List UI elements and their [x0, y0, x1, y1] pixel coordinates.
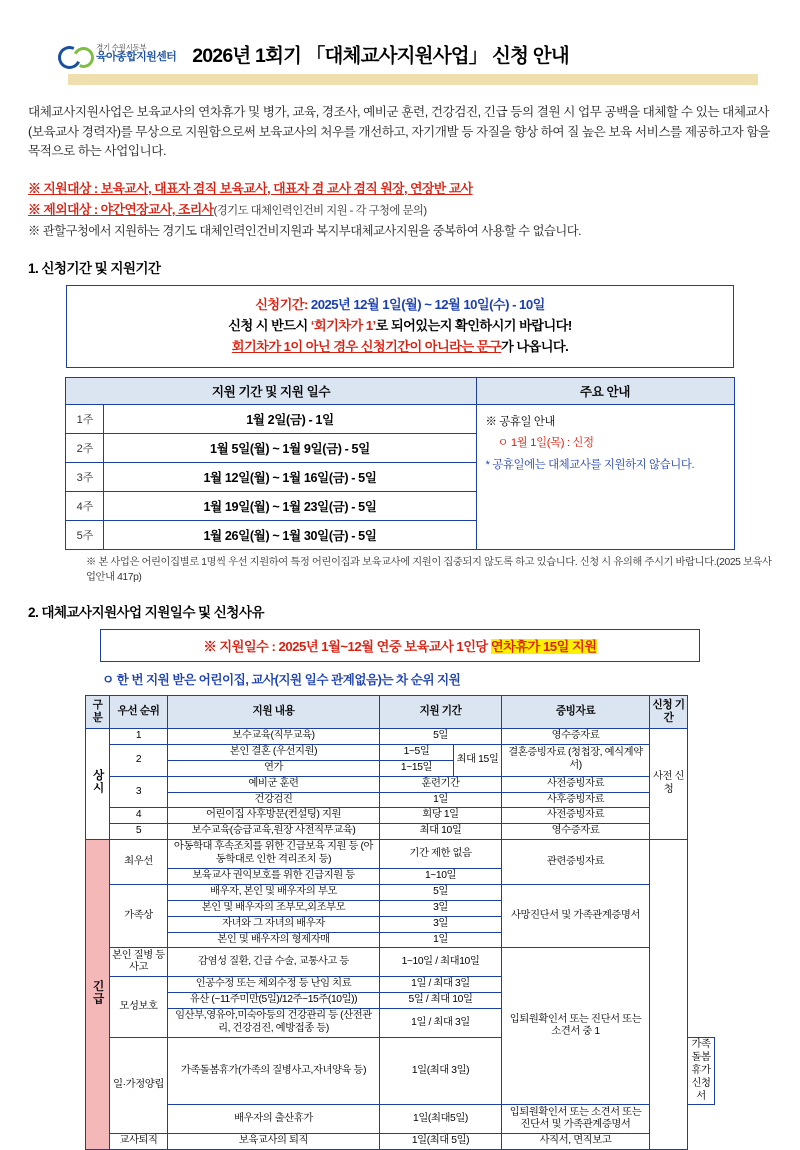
callout-line1 [73, 294, 727, 315]
period-max-cell: 최대 15일 [454, 744, 502, 776]
col-header-apply: 신청 기간 [650, 695, 688, 728]
week-label: 5주 [66, 520, 104, 549]
apply-period-cell [650, 840, 688, 1150]
holiday-notice-title: ※ 공휴일 안내 [485, 415, 556, 428]
content-cell: 보육교사의 퇴직 [168, 1134, 380, 1150]
content-cell: 연가 [168, 760, 380, 776]
table-row [86, 840, 715, 869]
period-cell: 3일 [380, 916, 502, 932]
proof-cell: 사전증빙자료 [502, 776, 650, 792]
content-cell: 예비군 훈련 [168, 776, 380, 792]
content-cell: 본인 및 배우자의 조부모,외조부모 [168, 900, 380, 916]
week-range: 1월 26일(월) ~ 1월 30일(금) - 5일 [104, 520, 476, 549]
week-label: 1주 [66, 404, 104, 433]
col-header-proof: 증빙자료 [502, 695, 650, 728]
period-cell: 1일 / 최대 3일 [380, 977, 502, 993]
period-cell: 1~5일 [380, 744, 454, 760]
period-cell: 1~10일 / 최대10일 [380, 948, 502, 977]
table-row [86, 1105, 715, 1134]
notice-block [28, 178, 772, 242]
period-cell: 1일 [380, 932, 502, 948]
content-cell: 유산 (~11주미만(5일)/12주~15주(10일)) [168, 993, 380, 1009]
content-cell: 보수교육(직무교육) [168, 729, 380, 745]
week-range: 1월 12일(월) ~ 1월 16일(금) - 5일 [104, 462, 476, 491]
schedule-col-header-right: 주요 안내 [476, 377, 734, 404]
intro-paragraph: 대체교사지원사업은 보육교사의 연차휴가 및 병가, 교육, 경조사, 예비군 훈련, 건강검진, 긴급 등의 결원 시 업무 공백을 대체할 수 있는 대체교사(보육교사 경력자)를 무상으로 지원함으로써 보육교사의 처우를 개선하고, 자기개발 등 자질을 향상 하여 질 높은 보육 서비스를 제공하고자 함을 목적으로 하는 사업입니다. [28, 105, 770, 159]
table-header-row [66, 377, 734, 404]
notice-target-mark: ※ 지원대상 : [28, 180, 101, 196]
logo-line2: 육아종합지원센터 [96, 51, 177, 64]
apply-period-cell: 사전 신청 [650, 729, 688, 840]
table-row [86, 884, 715, 900]
callout-line2-b: 로 되어있는지 확인하시기 바랍니다! [375, 318, 572, 334]
content-cell: 본인 및 배우자의 형제자매 [168, 932, 380, 948]
content-cell: 어린이집 사후방문(컨설팅) 지원 [168, 808, 380, 824]
support-subline: ㅇ 한 번 지원 받은 어린이집, 교사(지원 일수 관계없음)는 차 순위 지원 [102, 672, 461, 687]
proof-cell: 사전증빙자료 [502, 808, 650, 824]
proof-cell: 입퇴원확인서 또는 소견서 또는 진단서 및 가족관계증명서 [502, 1105, 650, 1134]
priority-cell: 일·가정양립 [110, 1038, 168, 1134]
content-cell: 배우자의 출산휴가 [168, 1105, 380, 1134]
content-cell: 보육교사 권익보호를 위한 긴급지원 등 [168, 869, 380, 885]
callout-line3 [73, 336, 727, 357]
week-range: 1월 5일(월) ~ 1월 9일(금) - 5일 [104, 433, 476, 462]
proof-cell: 사후증빙자료 [502, 792, 650, 808]
schedule-table [65, 377, 734, 550]
content-cell: 건강검진 [168, 792, 380, 808]
content-cell: 임산부,영유아,미숙아등의 건강관리 등 (산전관리, 건강검진, 예방접종 등) [168, 1009, 380, 1038]
proof-cell: 관련증빙자료 [502, 840, 650, 885]
content-cell: 아동학대 후속조치를 위한 긴급보육 지원 등 (아동학대로 인한 격리조치 등) [168, 840, 380, 869]
period-cell: 1일(최대5일) [380, 1105, 502, 1134]
apply-period-label: 신청기간: [255, 296, 308, 312]
table-header-row [86, 695, 715, 728]
week-label: 2주 [66, 433, 104, 462]
callout-line3-a: 회기차가 1이 아닌 경우 신청기간이 아니라는 문구 [231, 339, 502, 355]
priority-cell: 5 [110, 824, 168, 840]
priority-cell: 2 [110, 744, 168, 776]
notice-exclude-sub: (경기도 대체인력인건비 지원 - 각 구청에 문의) [213, 205, 427, 218]
content-cell: 배우자, 본인 및 배우자의 부모 [168, 884, 380, 900]
content-cell: 가족돌봄휴가(가족의 질병사고,자녀양육 등) [168, 1038, 380, 1105]
table-row [86, 808, 715, 824]
content-cell: 감염성 질환, 긴급 수술, 교통사고 등 [168, 948, 380, 977]
priority-cell: 가족상 [110, 884, 168, 947]
proof-cell: 결혼증빙자료 (청첩장, 예식계약서) [502, 744, 650, 776]
col-header-content: 지원 내용 [168, 695, 380, 728]
table-row [86, 792, 715, 808]
period-cell: 최대 10일 [380, 824, 502, 840]
logo-swirl-icon [58, 44, 92, 64]
category-sangsi: 상시 [86, 729, 110, 840]
week-range: 1월 2일(금) - 1일 [104, 404, 476, 433]
logo-text [96, 44, 176, 63]
priority-cell: 3 [110, 776, 168, 808]
page-title: 2026년 1회기 「대체교사지원사업」 신청 안내 [192, 45, 569, 67]
proof-cell: 영수증자료 [502, 824, 650, 840]
center-logo [58, 44, 176, 64]
notice-line-duplicate: ※ 관할구청에서 지원하는 경기도 대체인력인건비지원과 복지부대체교사지원을 중복하여 사용할 수 없습니다. [28, 224, 582, 238]
period-cell: 훈련기간 [380, 776, 502, 792]
priority-cell: 4 [110, 808, 168, 824]
proof-cell: 영수증자료 [502, 729, 650, 745]
proof-cell: 사직서, 면직보고 [502, 1134, 650, 1150]
content-cell: 인공수정 또는 체외수정 등 난임 치료 [168, 977, 380, 993]
apply-period-value: 2025년 12월 1일(월) ~ 12월 10일(수) - 10일 [310, 296, 545, 312]
week-range: 1월 19일(월) ~ 1월 23일(금) - 5일 [104, 491, 476, 520]
period-cell: 5일 [380, 884, 502, 900]
holiday-item: ㅇ 1월 1일(목) : 신정 [497, 437, 594, 450]
priority-cell: 모성보호 [110, 977, 168, 1038]
category-urgent: 긴급 [86, 840, 110, 1150]
proof-cell: 사망진단서 및 가족관계증명서 [502, 884, 650, 947]
period-cell: 1일(최대 3일) [380, 1038, 502, 1105]
table-row [86, 1134, 715, 1150]
week-label: 3주 [66, 462, 104, 491]
title-highlight-bar [68, 74, 758, 85]
period-cell: 1일(최대 5일) [380, 1134, 502, 1150]
content-cell: 보수교육(승급교육,원장 사전직무교육) [168, 824, 380, 840]
callout-line2-a: 신청 시 반드시 [228, 318, 311, 334]
notice-line-exclude [28, 199, 772, 221]
period-cell: 5일 [380, 729, 502, 745]
notice-exclude-mark: ※ 제외대상 : [28, 202, 101, 218]
support-days-prefix: ※ 지원일수 : 2025년 1월~12월 연중 보육교사 1인당 [203, 638, 491, 654]
period-cell: 1~10일 [380, 869, 502, 885]
period-cell: 회당 1일 [380, 808, 502, 824]
holiday-notice-cell [476, 404, 734, 549]
period-cell: 3일 [380, 900, 502, 916]
content-cell: 자녀와 그 자녀의 배우자 [168, 916, 380, 932]
period-cell: 기간 제한 없음 [380, 840, 502, 869]
proof-cell: 가족돌봄휴가신청서 [688, 1038, 715, 1105]
notice-exclude-text: 야간연장교사, 조리사 [100, 202, 214, 218]
callout-line3-b: 가 나옵니다. [501, 339, 569, 355]
period-cell: 1일 [380, 792, 502, 808]
period-cell: 5일 / 최대 10일 [380, 993, 502, 1009]
support-reason-table [85, 695, 715, 1150]
application-period-callout [66, 285, 734, 368]
priority-cell: 교사퇴직 [110, 1134, 168, 1150]
table-row [86, 776, 715, 792]
callout-line2-highlight: ‘회기차가 1’ [310, 318, 376, 334]
table-row [86, 948, 715, 977]
logo-line1: 경기 수원시동부 [96, 43, 147, 53]
support-days-callout [100, 629, 700, 662]
holiday-footnote: * 공휴일에는 대체교사를 지원하지 않습니다. [485, 459, 695, 472]
notice-target-text: 보육교사, 대표자 겸직 보육교사, 대표자 겸 교사 겸직 원장, 연장반 교사 [100, 180, 473, 196]
priority-cell: 최우선 [110, 840, 168, 885]
table-row [86, 729, 715, 745]
section1-title: 1. 신청기간 및 지원기간 [28, 260, 161, 276]
priority-cell: 본인 질병 등 사고 [110, 948, 168, 977]
table-row [86, 824, 715, 840]
col-header-category: 구분 [86, 695, 110, 728]
support-days-highlight: 연차휴가 15일 지원 [490, 638, 597, 654]
table-row [86, 744, 715, 760]
callout-line2 [73, 315, 727, 336]
col-header-period: 지원 기간 [380, 695, 502, 728]
table-row [66, 404, 734, 433]
content-cell: 본인 결혼 (우선지원) [168, 744, 380, 760]
notice-line-target [28, 178, 772, 199]
priority-cell: 1 [110, 729, 168, 745]
document-header [28, 40, 772, 68]
period-cell: 1일 / 최대 3일 [380, 1009, 502, 1038]
proof-cell: 입퇴원확인서 또는 진단서 또는 소견서 중 1 [502, 948, 650, 1105]
col-header-priority: 우선 순위 [110, 695, 168, 728]
period-cell: 1~15일 [380, 760, 454, 776]
week-label: 4주 [66, 491, 104, 520]
schedule-col-header-left: 지원 기간 및 지원 일수 [66, 377, 476, 404]
section2-title: 2. 대체교사지원사업 지원일수 및 신청사유 [28, 604, 264, 620]
schedule-footnote: ※ 본 사업은 어린이집별로 1명씩 우선 지원하여 특정 어린이집과 보육교사에 지원이 집중되지 않도록 하고 있습니다. 신청 시 유의해 주시기 바랍니다.(2025 보육사업안내 417p) [86, 556, 772, 583]
